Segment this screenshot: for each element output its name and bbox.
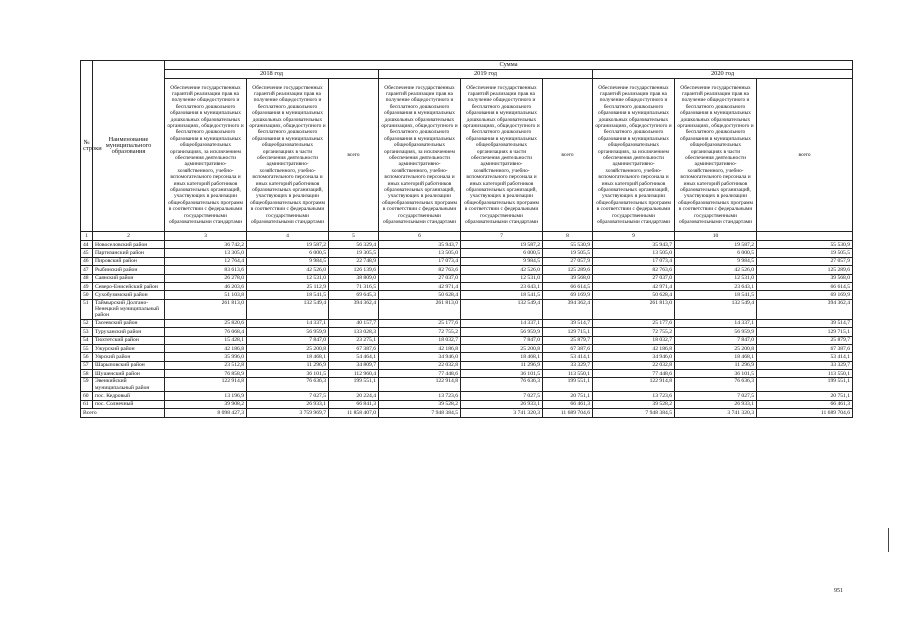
amount-cell: 132 549,4 xyxy=(247,299,329,319)
amount-cell: 66 461,3 xyxy=(757,400,853,408)
table-row xyxy=(81,257,853,265)
total-cell: 8 098 427,3 xyxy=(165,409,247,417)
amount-cell: 7 847,0 xyxy=(247,336,329,344)
total-cell: 3 759 969,7 xyxy=(247,409,329,417)
table-row xyxy=(81,392,853,400)
amount-cell: 55 530,9 xyxy=(543,241,593,249)
amount-cell: 18 541,5 xyxy=(461,291,543,299)
municipality-name: Ужурский район xyxy=(93,344,165,352)
row-number: 61 xyxy=(81,400,93,408)
amount-cell: 76 636,3 xyxy=(247,378,329,392)
amount-cell: 9 984,5 xyxy=(675,257,757,265)
amount-cell: 14 337,1 xyxy=(675,319,757,327)
amount-cell: 261 813,0 xyxy=(593,299,675,319)
total-row xyxy=(81,409,853,417)
amount-cell: 18 541,5 xyxy=(675,291,757,299)
col-number: 8 xyxy=(543,232,593,241)
amount-cell: 42 526,0 xyxy=(675,266,757,274)
amount-cell: 39 528,2 xyxy=(593,400,675,408)
amount-cell: 394 362,4 xyxy=(757,299,853,319)
amount-cell: 42 526,0 xyxy=(461,266,543,274)
col-number: 2 xyxy=(93,232,165,241)
municipality-name: Пировский район xyxy=(93,257,165,265)
table-row xyxy=(81,378,853,392)
amount-cell: 40 157,7 xyxy=(329,319,379,327)
amount-cell: 125 289,6 xyxy=(543,266,593,274)
amount-cell: 42 971,4 xyxy=(379,282,461,290)
municipality-name: Шарыповский район xyxy=(93,361,165,369)
amount-cell: 7 847,0 xyxy=(675,336,757,344)
municipality-name: пос. Солнечный xyxy=(93,400,165,408)
amount-cell: 18 032,7 xyxy=(593,336,675,344)
sum-header: Сумма xyxy=(165,61,853,70)
amount-cell: 39 908,2 xyxy=(165,400,247,408)
amount-cell: 7 027,5 xyxy=(461,392,543,400)
amount-cell: 82 763,6 xyxy=(379,266,461,274)
municipality-header: Наименование муниципального образования xyxy=(93,61,165,232)
amount-cell: 199 551,1 xyxy=(757,378,853,392)
amount-cell: 6 000,5 xyxy=(675,249,757,257)
amount-cell: 42 186,8 xyxy=(593,344,675,352)
amount-cell: 18 468,1 xyxy=(461,353,543,361)
table-row xyxy=(81,241,853,249)
amount-cell: 14 337,1 xyxy=(247,319,329,327)
amount-cell: 35 996,0 xyxy=(165,353,247,361)
amount-cell: 36 101,5 xyxy=(461,370,543,378)
row-number: 53 xyxy=(81,328,93,336)
table-row xyxy=(81,299,853,319)
amount-cell: 67 387,6 xyxy=(757,344,853,352)
amount-cell: 27 057,9 xyxy=(757,257,853,265)
total-cell: 3 741 320,3 xyxy=(461,409,543,417)
amount-cell: 6 000,5 xyxy=(247,249,329,257)
municipality-name: Рыбинский район xyxy=(93,266,165,274)
amount-cell: 25 200,8 xyxy=(247,344,329,352)
col-number: 3 xyxy=(165,232,247,241)
amount-cell: 20 751,1 xyxy=(757,392,853,400)
amount-cell: 23 275,1 xyxy=(329,336,379,344)
amount-cell: 69 169,9 xyxy=(757,291,853,299)
col-number: 10 xyxy=(675,232,757,241)
municipality-name: Таймырский Долгано-Ненецкий муниципальный район xyxy=(93,299,165,319)
amount-cell: 122 914,8 xyxy=(379,378,461,392)
amount-cell: 34 946,0 xyxy=(593,353,675,361)
amount-cell: 66 614,5 xyxy=(543,282,593,290)
amount-cell: 26 278,0 xyxy=(165,274,247,282)
amount-cell: 125 289,6 xyxy=(757,266,853,274)
municipality-name: Новоселовский район xyxy=(93,241,165,249)
amount-cell: 26 933,1 xyxy=(247,400,329,408)
amount-cell: 7 027,5 xyxy=(247,392,329,400)
amount-cell: 9 984,5 xyxy=(247,257,329,265)
year-2020-header: 2020 год xyxy=(593,70,853,79)
col-number xyxy=(757,232,853,241)
amount-cell: 35 943,7 xyxy=(593,241,675,249)
amount-cell: 69 169,9 xyxy=(543,291,593,299)
desc-b-2018: Обеспечение государственных гарантий реализации прав на получение общедоступного и бесплатного дошкольного образования в муниципальных дошкольных образовательных организациях, общедоступного и бесплатного дошкольного образования в муниципальных общеобразовательных организациях в части обеспечения деятельности административно-хозяйственного, учебно-вспомогательного персонала и иных категорий работников образовательных организаций, участвующих в реализации общеобразовательных программ в соответствии с федеральными государственными образовательными стандартами xyxy=(247,79,329,232)
amount-cell: 42 186,8 xyxy=(165,344,247,352)
amount-cell: 122 914,8 xyxy=(593,378,675,392)
amount-cell: 23 643,1 xyxy=(461,282,543,290)
amount-cell: 39 568,0 xyxy=(543,274,593,282)
amount-cell: 13 723,6 xyxy=(593,392,675,400)
amount-cell: 18 468,1 xyxy=(675,353,757,361)
amount-cell: 15 428,1 xyxy=(165,336,247,344)
amount-cell: 34 809,7 xyxy=(329,361,379,369)
amount-cell: 33 329,7 xyxy=(757,361,853,369)
amount-cell: 83 613,6 xyxy=(165,266,247,274)
amount-cell: 53 414,1 xyxy=(757,353,853,361)
amount-cell: 76 636,3 xyxy=(461,378,543,392)
amount-cell: 72 755,2 xyxy=(379,328,461,336)
amount-cell: 50 628,4 xyxy=(379,291,461,299)
municipality-name: пос. Кедровый xyxy=(93,392,165,400)
amount-cell: 25 200,8 xyxy=(675,344,757,352)
amount-cell: 76 068,4 xyxy=(165,328,247,336)
total-cell: 3 741 320,3 xyxy=(675,409,757,417)
amount-cell: 54 464,1 xyxy=(329,353,379,361)
amount-cell: 12 531,0 xyxy=(675,274,757,282)
amount-cell: 36 101,5 xyxy=(247,370,329,378)
amount-cell: 12 764,4 xyxy=(165,257,247,265)
amount-cell: 27 037,0 xyxy=(593,274,675,282)
row-number: 57 xyxy=(81,361,93,369)
amount-cell: 46 203,6 xyxy=(165,282,247,290)
amount-cell: 56 959,9 xyxy=(461,328,543,336)
amount-cell: 42 186,8 xyxy=(379,344,461,352)
amount-cell: 26 933,1 xyxy=(461,400,543,408)
table-row xyxy=(81,319,853,327)
amount-cell: 39 528,2 xyxy=(379,400,461,408)
amount-cell: 126 139,6 xyxy=(329,266,379,274)
table-row xyxy=(81,400,853,408)
year-2019-header: 2019 год xyxy=(379,70,593,79)
amount-cell: 20 224,4 xyxy=(329,392,379,400)
col-number: 4 xyxy=(247,232,329,241)
table-row xyxy=(81,353,853,361)
row-number: 44 xyxy=(81,241,93,249)
amount-cell: 35 943,7 xyxy=(379,241,461,249)
municipality-name: Партизанский район xyxy=(93,249,165,257)
amount-cell: 56 959,9 xyxy=(675,328,757,336)
table-body xyxy=(81,241,853,409)
amount-cell: 72 755,2 xyxy=(593,328,675,336)
amount-cell: 18 468,1 xyxy=(247,353,329,361)
row-number: 50 xyxy=(81,291,93,299)
amount-cell: 199 551,1 xyxy=(543,378,593,392)
amount-cell: 67 387,6 xyxy=(329,344,379,352)
municipality-name: Туруханский район xyxy=(93,328,165,336)
row-number: 60 xyxy=(81,392,93,400)
table-row xyxy=(81,291,853,299)
row-number: 49 xyxy=(81,282,93,290)
budget-table xyxy=(80,60,853,418)
amount-cell: 55 530,9 xyxy=(757,241,853,249)
amount-cell: 69 645,3 xyxy=(329,291,379,299)
amount-cell: 76 858,9 xyxy=(165,370,247,378)
amount-cell: 17 073,4 xyxy=(593,257,675,265)
amount-cell: 53 414,1 xyxy=(543,353,593,361)
page-number: 951 xyxy=(834,588,843,594)
amount-cell: 19 587,2 xyxy=(675,241,757,249)
municipality-name: Тасеевский район xyxy=(93,319,165,327)
amount-cell: 66 841,3 xyxy=(329,400,379,408)
table-row xyxy=(81,249,853,257)
amount-cell: 13 305,0 xyxy=(165,249,247,257)
total-cell: 11 689 704,6 xyxy=(757,409,853,417)
row-number: 45 xyxy=(81,249,93,257)
desc-a-2019: Обеспечение государственных гарантий реализации прав на получение общедоступного и бесплатного дошкольного образования в муниципальных дошкольных образовательных организациях, общедоступного и бесплатного дошкольного образования в муниципальных общеобразовательных организациях, за исключением обеспечения деятельности административно-хозяйственного, учебно-вспомогательного персонала и иных категорий работников образовательных организаций, участвующих в реализации общеобразовательных программ в соответствии с федеральными государственными образовательными стандартами xyxy=(379,79,461,232)
amount-cell: 19 505,5 xyxy=(757,249,853,257)
amount-cell: 113 550,1 xyxy=(543,370,593,378)
amount-cell: 9 984,5 xyxy=(461,257,543,265)
table-row xyxy=(81,370,853,378)
amount-cell: 26 933,1 xyxy=(675,400,757,408)
amount-cell: 20 751,1 xyxy=(543,392,593,400)
amount-cell: 38 809,0 xyxy=(329,274,379,282)
municipality-name: Эвенкийский муниципальный район xyxy=(93,378,165,392)
total-2019-header: всего xyxy=(543,79,593,232)
amount-cell: 199 551,1 xyxy=(329,378,379,392)
table-row xyxy=(81,282,853,290)
municipality-name: Саянский район xyxy=(93,274,165,282)
row-number: 59 xyxy=(81,378,93,392)
municipality-name: Шушенский район xyxy=(93,370,165,378)
table-row xyxy=(81,266,853,274)
amount-cell: 22 748,9 xyxy=(329,257,379,265)
table-row xyxy=(81,336,853,344)
desc-a-2018: Обеспечение государственных гарантий реализации прав на получение общедоступного и бесплатного дошкольного образования в муниципальных дошкольных образовательных организациях, общедоступного и бесплатного дошкольного образования в муниципальных общеобразовательных организациях, за исключением обеспечения деятельности административно-хозяйственного, учебно-вспомогательного персонала и иных категорий работников образовательных организаций, участвующих в реализации общеобразовательных программ в соответствии с федеральными государственными образовательными стандартами xyxy=(165,79,247,232)
amount-cell: 19 587,2 xyxy=(247,241,329,249)
amount-cell: 25 177,6 xyxy=(379,319,461,327)
total-2020-header: всего xyxy=(757,79,853,232)
row-number: 48 xyxy=(81,274,93,282)
amount-cell: 122 914,8 xyxy=(165,378,247,392)
col-number: 6 xyxy=(379,232,461,241)
amount-cell: 11 296,9 xyxy=(675,361,757,369)
amount-cell: 77 448,6 xyxy=(379,370,461,378)
row-number: 55 xyxy=(81,344,93,352)
total-cell: 7 948 384,5 xyxy=(593,409,675,417)
amount-cell: 25 200,8 xyxy=(461,344,543,352)
total-2018-header: всего xyxy=(329,79,379,232)
row-number: 47 xyxy=(81,266,93,274)
municipality-name: Сухобузимский район xyxy=(93,291,165,299)
amount-cell: 36 742,2 xyxy=(165,241,247,249)
amount-cell: 27 057,9 xyxy=(543,257,593,265)
amount-cell: 23 512,8 xyxy=(165,361,247,369)
total-cell: 11 689 704,6 xyxy=(543,409,593,417)
amount-cell: 71 316,5 xyxy=(329,282,379,290)
desc-b-2020: Обеспечение государственных гарантий реализации прав на получение общедоступного и бесплатного дошкольного образования в муниципальных дошкольных образовательных организациях, общедоступного и бесплатного дошкольного образования в муниципальных общеобразовательных организациях в части обеспечения деятельности административно-хозяйственного, учебно-вспомогательного персонала и иных категорий работников образовательных организаций, участвующих в реализации общеобразовательных программ в соответствии с федеральными государственными образовательными стандартами xyxy=(675,79,757,232)
amount-cell: 129 715,1 xyxy=(757,328,853,336)
amount-cell: 113 550,1 xyxy=(757,370,853,378)
amount-cell: 22 032,8 xyxy=(379,361,461,369)
amount-cell: 67 387,6 xyxy=(543,344,593,352)
amount-cell: 19 587,2 xyxy=(461,241,543,249)
amount-cell: 13 723,6 xyxy=(379,392,461,400)
amount-cell: 36 101,5 xyxy=(675,370,757,378)
table-row xyxy=(81,344,853,352)
total-label: Всего xyxy=(81,409,165,417)
row-number: 52 xyxy=(81,319,93,327)
amount-cell: 25 879,7 xyxy=(543,336,593,344)
amount-cell: 14 337,1 xyxy=(461,319,543,327)
col-number: 1 xyxy=(81,232,93,241)
col-number: 5 xyxy=(329,232,379,241)
total-cell: 7 948 384,5 xyxy=(379,409,461,417)
amount-cell: 132 549,4 xyxy=(675,299,757,319)
amount-cell: 82 763,6 xyxy=(593,266,675,274)
amount-cell: 13 196,9 xyxy=(165,392,247,400)
col-number: 7 xyxy=(461,232,543,241)
amount-cell: 13 505,0 xyxy=(379,249,461,257)
municipality-name: Уярский район xyxy=(93,353,165,361)
table-row xyxy=(81,361,853,369)
amount-cell: 19 305,5 xyxy=(329,249,379,257)
amount-cell: 39 514,7 xyxy=(757,319,853,327)
row-number-header: № строки xyxy=(81,61,93,232)
amount-cell: 18 032,7 xyxy=(379,336,461,344)
table-row xyxy=(81,274,853,282)
amount-cell: 56 329,4 xyxy=(329,241,379,249)
desc-a-2020: Обеспечение государственных гарантий реализации прав на получение общедоступного и бесплатного дошкольного образования в муниципальных дошкольных образовательных организациях, общедоступного и бесплатного дошкольного образования в муниципальных общеобразовательных организациях, за исключением обеспечения деятельности административно-хозяйственного, учебно-вспомогательного персонала и иных категорий работников образовательных организаций, участвующих в реализации общеобразовательных программ в соответствии с федеральными государственными образовательными стандартами xyxy=(593,79,675,232)
amount-cell: 22 032,8 xyxy=(593,361,675,369)
desc-b-2019: Обеспечение государственных гарантий реализации прав на получение общедоступного и бесплатного дошкольного образования в муниципальных дошкольных образовательных организациях, общедоступного и бесплатного дошкольного образования в муниципальных общеобразовательных организациях в части обеспечения деятельности административно-хозяйственного, учебно-вспомогательного персонала и иных категорий работников образовательных организаций, участвующих в реализации общеобразовательных программ в соответствии с федеральными государственными образовательными стандартами xyxy=(461,79,543,232)
amount-cell: 76 636,3 xyxy=(675,378,757,392)
amount-cell: 25 112,9 xyxy=(247,282,329,290)
amount-cell: 394 362,4 xyxy=(543,299,593,319)
amount-cell: 42 971,4 xyxy=(593,282,675,290)
amount-cell: 112 960,4 xyxy=(329,370,379,378)
amount-cell: 11 296,9 xyxy=(461,361,543,369)
row-number: 46 xyxy=(81,257,93,265)
amount-cell: 39 568,0 xyxy=(757,274,853,282)
amount-cell: 261 813,0 xyxy=(379,299,461,319)
amount-cell: 19 505,5 xyxy=(543,249,593,257)
amount-cell: 25 177,6 xyxy=(593,319,675,327)
amount-cell: 7 027,5 xyxy=(675,392,757,400)
amount-cell: 12 531,0 xyxy=(247,274,329,282)
amount-cell: 33 329,7 xyxy=(543,361,593,369)
amount-cell: 77 448,6 xyxy=(593,370,675,378)
municipality-name: Северо-Енисейский район xyxy=(93,282,165,290)
amount-cell: 51 103,8 xyxy=(165,291,247,299)
amount-cell: 23 643,1 xyxy=(675,282,757,290)
amount-cell: 132 549,4 xyxy=(461,299,543,319)
row-number: 58 xyxy=(81,370,93,378)
amount-cell: 42 526,0 xyxy=(247,266,329,274)
row-number: 56 xyxy=(81,353,93,361)
budget-table-sheet xyxy=(80,60,852,418)
amount-cell: 17 073,4 xyxy=(379,257,461,265)
amount-cell: 39 514,7 xyxy=(543,319,593,327)
amount-cell: 66 614,5 xyxy=(757,282,853,290)
amount-cell: 133 028,3 xyxy=(329,328,379,336)
table-row xyxy=(81,328,853,336)
total-cell: 11 858 407,0 xyxy=(329,409,379,417)
amount-cell: 129 715,1 xyxy=(543,328,593,336)
amount-cell: 56 959,9 xyxy=(247,328,329,336)
amount-cell: 66 461,3 xyxy=(543,400,593,408)
col-number: 9 xyxy=(593,232,675,241)
amount-cell: 50 628,4 xyxy=(593,291,675,299)
year-2018-header: 2018 год xyxy=(165,70,379,79)
amount-cell: 12 531,0 xyxy=(461,274,543,282)
amount-cell: 18 541,5 xyxy=(247,291,329,299)
amount-cell: 6 000,5 xyxy=(461,249,543,257)
amount-cell: 34 946,0 xyxy=(379,353,461,361)
amount-cell: 7 847,0 xyxy=(461,336,543,344)
amount-cell: 25 820,6 xyxy=(165,319,247,327)
amount-cell: 11 296,9 xyxy=(247,361,329,369)
amount-cell: 27 037,0 xyxy=(379,274,461,282)
municipality-name: Тюхтетский район xyxy=(93,336,165,344)
amount-cell: 261 813,0 xyxy=(165,299,247,319)
amount-cell: 25 879,7 xyxy=(757,336,853,344)
amount-cell: 394 362,4 xyxy=(329,299,379,319)
binder-mark xyxy=(888,528,889,552)
row-number: 54 xyxy=(81,336,93,344)
row-number: 51 xyxy=(81,299,93,319)
amount-cell: 13 505,0 xyxy=(593,249,675,257)
